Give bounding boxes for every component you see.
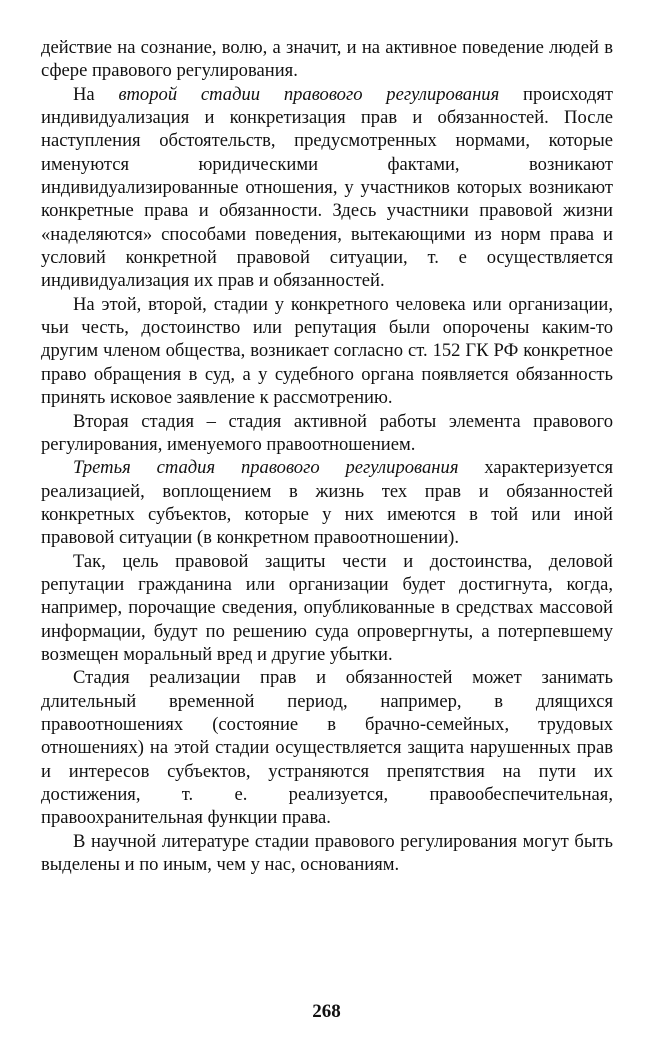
paragraph-2-text-b: происходят индивидуализация и конкретизация прав и обязанностей. После наступления обстоятельств, предусмотренных нормами, которые именуются юридическими фактами, возникают индивидуализированные отношения, у участников которых возникают конкретные права и обязанности. Здесь участники правовой жизни «наделяются» способами поведения, вытекающими из норм права и условий конкретной правовой ситуации, т. е осуществляется индивидуализация их прав и обязанностей. (41, 83, 613, 292)
paragraph-5 (41, 456, 613, 549)
paragraph-8-text: В научной литературе стадии правового регулирования могут быть выделены и по иным, чем у нас, основаниям. (41, 830, 613, 876)
paragraph-5-italic-term: Третья стадия правового регулирования (73, 457, 459, 479)
paragraph-4 (41, 410, 613, 457)
page-number: 268 (312, 1001, 341, 1022)
paragraph-2-italic-term: второй стадии правового регулирования (118, 83, 500, 105)
paragraph-7 (41, 666, 613, 829)
paragraph-5-text: характеризуется реализацией, воплощением в жизнь тех прав и обязанностей конкретных субъектов, которые у них имеются в той или иной правовой ситуации (в конкретном правоотношении). (41, 457, 614, 549)
paragraph-3-text: На этой, второй, стадии у конкретного человека или организации, чьи честь, достоинство или репутация были опорочены каким-то другим членом общества, возникает согласно ст. 152 ГК РФ конкретное право обращения в суд, а у судебного органа появляется обязанность принять исковое заявление к рассмотрению. (41, 293, 613, 409)
paragraph-4-text: Вторая стадия – стадия активной работы элемента правового регулирования, именуемого правоотношением. (41, 410, 613, 455)
paragraph-8 (41, 830, 613, 877)
paragraph-1 (41, 36, 613, 83)
paragraph-7-text: Стадия реализации прав и обязанностей может занимать длительный временной период, например, в длящихся правоотношениях (состояние в брачно-семейных, трудовых отношениях) на этой стадии осуществляется защита нарушенных прав и интересов субъектов, устраняются препятствия на пути их достижения, т. е. реализуется, правообеспечительная, правоохранительная функции права. (41, 667, 613, 829)
paragraph-6-text: Так, цель правовой защиты чести и достоинства, деловой репутации гражданина или организации будет достигнута, когда, например, порочащие сведения, опубликованные в средствах массовой информации, будут по решению суда опровергнуты, а потерпевшему возмещен моральный вред и другие убытки. (41, 550, 613, 665)
paragraph-6 (41, 550, 613, 667)
page-body (41, 36, 613, 876)
paragraph-2 (41, 83, 613, 293)
paragraph-2-text-a: На (73, 83, 119, 105)
paragraph-1-text: действие на сознание, волю, а значит, и на активное поведение людей в сфере правового регулирования. (41, 37, 613, 82)
paragraph-3 (41, 293, 613, 410)
